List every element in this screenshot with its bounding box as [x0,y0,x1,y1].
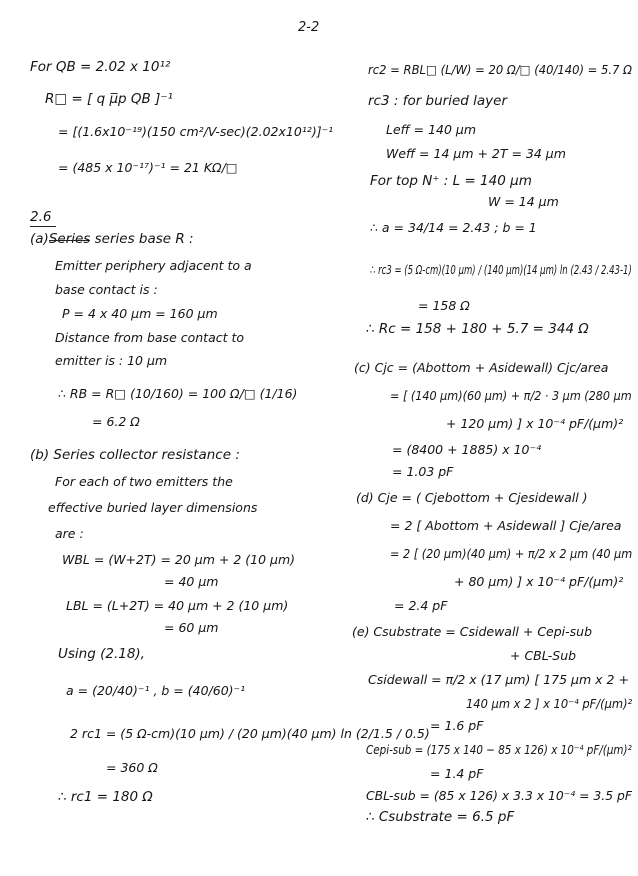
part-a-label: (a) [30,231,49,247]
problem-number: 2.6 [30,209,52,225]
part-b-title: (b) Series collector resistance : [30,447,240,463]
lbl-equation: LBL = (L+2T) = 40 μm + 2 (10 μm) [66,598,289,613]
part-d-equation: (d) Cje = ( Cjebottom + Cjesidewall ) [356,490,588,505]
distance-text-1: Distance from base contact to [55,330,245,345]
rc-total: ∴ Rc = 158 + 180 + 5.7 = 344 Ω [366,321,589,337]
page-number: 2-2 [298,20,320,35]
part-d-line-4: + 80 μm) ] x 10⁻⁴ pF/(μm)² [454,574,624,589]
leff-equation: Leff = 140 μm [386,122,477,137]
struck-word: Series [48,231,91,247]
part-a-text-2: base contact is : [55,282,158,297]
rc3-heading: rc3 : for buried layer [368,93,508,109]
sheet-resistance-formula: R□ = [ q μ̅p QB ]⁻¹ [45,91,173,107]
part-c-result: = 1.03 pF [392,464,454,479]
part-b-text-1: For each of two emitters the [55,474,233,489]
part-c-line-2: = [ (140 μm)(60 μm) + π/2 · 3 μm (280 μm [390,388,632,403]
rc3-equation: ∴ rc3 = (5 Ω-cm)(10 μm) / (140 μm)(14 μm) ln (2.43 / 2.43-1) [370,262,632,277]
part-d-line-3: = 2 [ (20 μm)(40 μm) + π/2 x 2 μm (40 μm [390,546,633,561]
substrate-total: ∴ Csubstrate = 6.5 pF [366,809,515,825]
sheet-resistance-substitution: = [(1.6x10⁻¹⁹)(150 cm²/V-sec)(2.02x10¹²)]⁻¹ [58,124,334,139]
base-resistance-result: = 6.2 Ω [92,414,140,429]
top-n-heading: For top N⁺ : L = 140 μm [370,173,532,189]
part-c-equation: (c) Cjc = (Abottom + Asidewall) Cjc/area [354,360,609,375]
using-text: Using (2.18), [58,646,145,662]
part-e-line-2: + CBL-Sub [510,648,577,663]
lbl-result: = 60 μm [164,620,219,635]
sheet-resistance-result: = (485 x 10⁻¹⁷)⁻¹ = 21 KΩ/□ [58,160,238,175]
epi-sub-result: = 1.4 pF [430,766,484,781]
weff-equation: Weff = 14 μm + 2T = 34 μm [386,146,566,161]
top-n-width: W = 14 μm [488,194,559,209]
wbl-equation: WBL = (W+2T) = 20 μm + 2 (10 μm) [62,552,296,567]
part-a-heading [30,232,194,247]
part-b-text-2: effective buried layer dimensions [48,500,258,515]
part-d-line-2: = 2 [ Abottom + Asidewall ] Cje/area [390,518,622,533]
perimeter-equation: P = 4 x 40 μm = 160 μm [62,306,218,321]
a-b-equation: a = (20/40)⁻¹ , b = (40/60)⁻¹ [66,683,246,698]
a-b-values: ∴ a = 34/14 = 2.43 ; b = 1 [370,220,537,235]
part-a-text-1: Emitter periphery adjacent to a [55,258,252,273]
part-c-line-3: + 120 μm) ] x 10⁻⁴ pF/(μm)² [446,416,624,431]
rc1-equation: 2 rc1 = (5 Ω-cm)(10 μm) / (20 μm)(40 μm) ln (2/1.5 / 0.5) [70,726,430,741]
bl-sub-equation: CBL-sub = (85 x 126) x 3.3 x 10⁻⁴ = 3.5 pF [366,788,632,803]
part-b-text-3: are : [55,526,84,541]
wbl-result: = 40 μm [164,574,219,589]
part-d-result: = 2.4 pF [394,598,448,613]
sidewall-result: = 1.6 pF [430,718,484,733]
part-a-title: series base R : [94,231,194,247]
rc3-result: = 158 Ω [418,298,470,313]
part-e-equation: (e) Csubstrate = Csidewall + Cepi-sub [352,624,593,639]
distance-text-2: emitter is : 10 μm [55,353,168,368]
epi-sub-equation: Cepi-sub = (175 x 140 − 85 x 126) x 10⁻⁴ pF/(μm)² [366,742,632,757]
rc1-final: ∴ rc1 = 180 Ω [58,789,153,805]
part-c-line-4: = (8400 + 1885) x 10⁻⁴ [392,442,542,457]
rc1-result: = 360 Ω [106,760,158,775]
problem-number-underline [30,226,56,227]
sidewall-equation: Csidewall = π/2 x (17 μm) [ 175 μm x 2 + [368,672,629,687]
rc2-equation: rc2 = RBL□ (L/W) = 20 Ω/□ (40/140) = 5.7 Ω [368,62,632,77]
qb-heading: For QB = 2.02 x 10¹² [30,59,171,75]
base-resistance-formula: ∴ RB = R□ (10/160) = 100 Ω/□ (1/16) [58,386,298,401]
sidewall-line-2: 140 μm x 2 ] x 10⁻⁴ pF/(μm)² [466,696,633,711]
